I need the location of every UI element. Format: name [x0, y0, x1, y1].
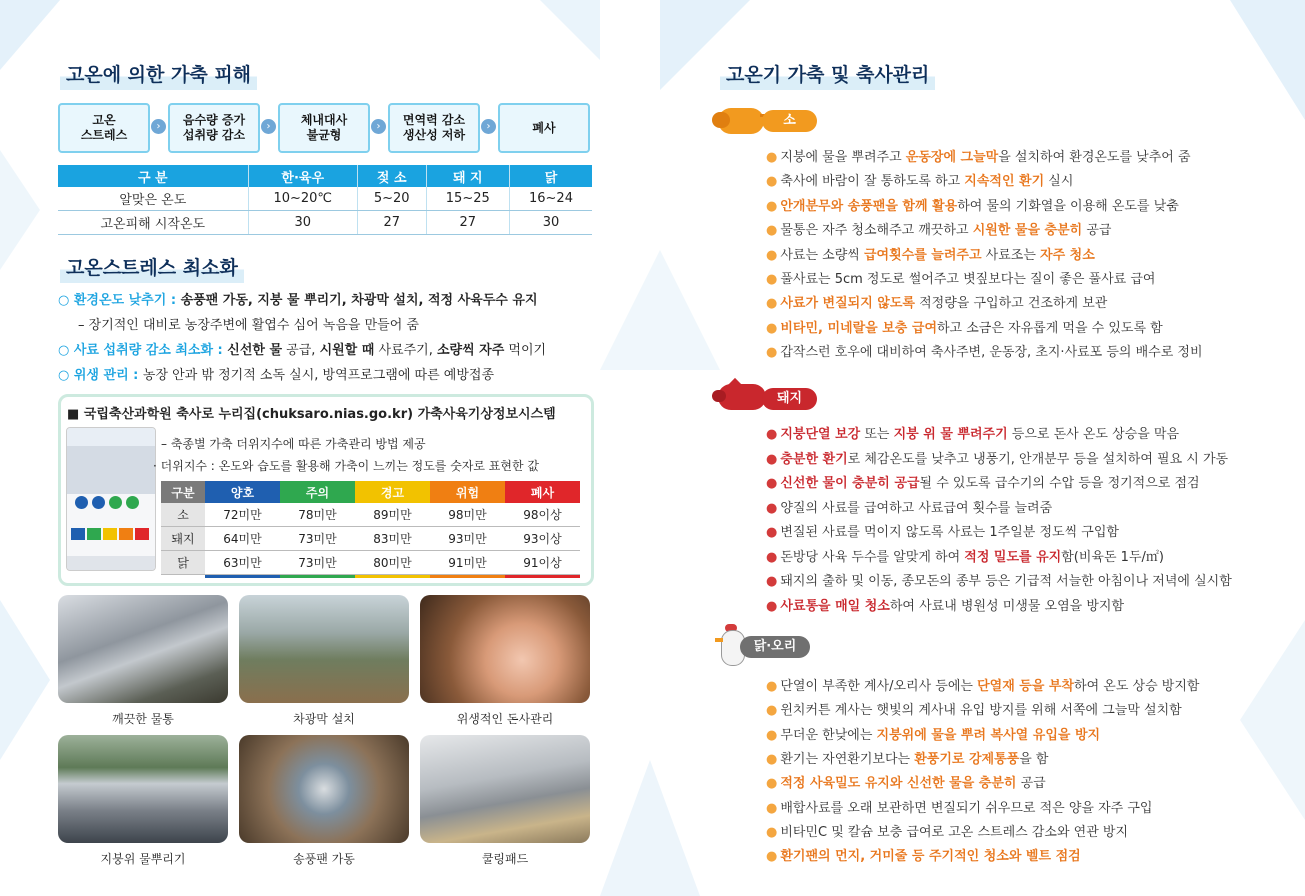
list-item	[766, 268, 1155, 287]
measure-label: ○ 환경온도 낮추기 :	[58, 293, 181, 308]
bullet-icon: ●	[766, 727, 778, 743]
chevron-right-icon: ›	[261, 119, 276, 134]
bullet-icon: ●	[766, 525, 778, 540]
item-text: 물통은 자주 청소해주고 깨끗하고	[780, 223, 973, 239]
table-cell: 98미만	[430, 503, 505, 527]
list-item	[766, 772, 1046, 791]
item-text: 하여 사료내 병원성 미생물 오염을 방지함	[889, 598, 1125, 614]
table-cell: 98이상	[505, 503, 580, 527]
table-cell: 93미만	[430, 527, 505, 551]
flow-step: 체내대사 불균형	[278, 103, 370, 153]
bullet-icon: ●	[766, 223, 778, 239]
table-header: 닭	[509, 165, 592, 187]
item-text: 을 함	[1019, 751, 1049, 767]
list-item	[766, 497, 1052, 516]
list-item	[766, 675, 1199, 694]
photo-cooling-pad	[420, 735, 590, 843]
list-item	[766, 146, 1191, 165]
list-item	[766, 724, 1100, 743]
item-text: 사료는 소량씩	[780, 247, 864, 263]
list-item	[766, 448, 1228, 467]
measure-text: 송풍팬 가동, 지붕 물 뿌리기, 차광막 설치, 적정 사육두수 유지	[180, 293, 538, 308]
item-text: 축사에 바람이 잘 통하도록 하고	[780, 174, 965, 190]
weather-info-panel	[58, 394, 594, 586]
bullet-icon: ●	[766, 320, 778, 336]
bullet-icon: ●	[766, 703, 778, 719]
table-cell: 83미만	[355, 527, 430, 551]
measure-line: – 장기적인 대비로 농장주변에 활엽수 심어 녹음을 만들어 줌	[78, 318, 419, 333]
item-text: 실시	[1044, 174, 1074, 190]
list-item	[766, 570, 1232, 589]
chevron-right-icon: ›	[371, 119, 386, 134]
table-cell: 91미만	[430, 551, 505, 575]
list-item	[766, 195, 1179, 214]
photo-shade-net	[239, 595, 409, 703]
chevron-right-icon: ›	[151, 119, 166, 134]
photo-fan	[239, 735, 409, 843]
item-text: 배합사료를 오래 보관하면 변질되기 쉬우므로 적은 양을 자주 구입	[780, 800, 1153, 816]
item-text: 하여 온도 상승 방지함	[1074, 679, 1200, 694]
list-item	[766, 292, 1107, 311]
list-item	[766, 341, 1203, 360]
measure-label: ○ 사료 섭취량 감소 최소화 :	[58, 343, 228, 358]
bullet-icon: ●	[766, 198, 778, 214]
list-item	[766, 472, 1200, 491]
list-item	[766, 821, 1128, 840]
highlight-text: 지속적인 환기	[964, 174, 1045, 190]
measure-line	[58, 339, 546, 358]
bullet-icon: ●	[766, 574, 778, 589]
item-text: 함(비육돈 1두/㎡)	[1061, 549, 1164, 565]
measure-text: 시원할 때	[319, 343, 375, 358]
table-header: 구 분	[58, 165, 248, 187]
measure-text: 신선한 물	[227, 343, 283, 358]
panel-title: ■ 국립축산과학원 축사로 누리집(chuksaro.nias.go.kr) 가축사육기상정보시스템	[67, 407, 556, 422]
table-cell: 63미만	[205, 551, 280, 575]
highlight-text: 안개분무와 송풍팬을 함께 활용	[780, 198, 958, 214]
panel-desc: – 축종별 가축 더위지수에 따른 가축관리 방법 제공	[161, 437, 426, 451]
bullet-icon: ●	[766, 500, 778, 516]
list-item	[766, 546, 1164, 565]
damage-flow	[58, 103, 592, 153]
chicken-badge: 닭·오리	[740, 636, 810, 658]
highlight-text: 환풍기로 강제통풍	[914, 751, 1020, 767]
highlight-text: 사료가 변질되지 않도록	[780, 296, 915, 312]
chevron-right-icon: ›	[481, 119, 496, 134]
highlight-text: 적정 사육밀도 유지와 신선한 물을 충분히	[780, 776, 1017, 792]
bullet-icon: ●	[766, 598, 778, 614]
severity-color-bar	[161, 575, 580, 579]
table-cell: 10~20℃	[248, 187, 357, 211]
bullet-icon: ●	[766, 174, 778, 190]
bullet-icon: ●	[766, 247, 778, 263]
highlight-text: 비타민, 미네랄을 보충 급여	[780, 320, 937, 336]
table-cell: 닭	[161, 551, 205, 575]
item-text: 등으로 돈사 온도 상승을 막음	[1007, 427, 1180, 442]
table-header: 구분	[161, 481, 205, 503]
measure-text: 농장 안과 밖 정기적 소독 실시, 방역프로그램에 따른 예방접종	[142, 368, 495, 383]
item-text: 양질의 사료를 급여하고 사료급여 횟수를 늘려줌	[780, 500, 1053, 516]
item-text: 풀사료는 5cm 정도로 썰어주고 볏짚보다는 질이 좋은 풀사료 급여	[780, 272, 1156, 287]
item-text: 공급	[1016, 776, 1046, 792]
measure-text: 소량씩 자주	[436, 343, 505, 358]
table-cell: 91이상	[505, 551, 580, 575]
list-item	[766, 170, 1073, 189]
table-cell: 16~24	[509, 187, 592, 211]
app-screenshot	[66, 427, 156, 571]
table-cell: 알맞은 온도	[58, 187, 248, 211]
measure-text: 공급,	[282, 343, 320, 358]
table-header: 경고	[355, 481, 430, 503]
item-text: 환기는 자연환기보다는	[780, 751, 915, 767]
item-text: 지붕에 물을 뿌려주고	[780, 150, 906, 165]
table-header: 젖 소	[357, 165, 426, 187]
table-header: 한·육우	[248, 165, 357, 187]
flow-step: 면역력 감소 생산성 저하	[388, 103, 480, 153]
item-text: 단열이 부족한 계사/오리사 등에는	[780, 679, 978, 694]
item-text: 하고 소금은 자유롭게 먹을 수 있도록 함	[937, 320, 1163, 336]
highlight-text: 신선한 물이 충분히 공급	[780, 476, 920, 491]
table-header: 폐사	[505, 481, 580, 503]
item-text: 돈방당 사육 두수를 알맞게 하여	[780, 549, 965, 565]
bullet-icon: ●	[766, 849, 778, 865]
item-text: 될 수 있도록 급수기의 수압 등을 정기적으로 점검	[919, 476, 1200, 491]
list-item	[766, 845, 1081, 864]
highlight-text: 환기팬의 먼지, 거미줄 등 주기적인 청소와 벨트 점검	[780, 849, 1081, 865]
item-text: 돼지의 출하 및 이동, 종모돈의 종부 등은 기급적 서늘한 아침이나 저녁에 실시함	[780, 574, 1232, 589]
flow-step: 음수량 증가 섭취량 감소	[168, 103, 260, 153]
measure-label: ○ 위생 관리 :	[58, 368, 143, 383]
table-row	[58, 187, 592, 211]
table-cell: 78미만	[280, 503, 355, 527]
bullet-icon: ●	[766, 776, 778, 792]
highlight-text: 충분한 환기	[780, 451, 848, 467]
highlight-text: 지붕단열 보강	[780, 427, 861, 442]
highlight-text: 지붕 위 물 뿌려주기	[893, 427, 1008, 442]
item-text: 갑작스런 호우에 대비하여 축사주변, 운동장, 초지·사료포 등의 배수로 정비	[780, 345, 1203, 361]
damage-section-title: 고온에 의한 가축 피해	[60, 60, 257, 90]
table-cell: 27	[357, 211, 426, 235]
bullet-icon: ●	[766, 345, 778, 361]
table-cell: 고온피해 시작온도	[58, 211, 248, 235]
photo-caption: 위생적인 돈사관리	[456, 712, 554, 726]
flow-step: 고온 스트레스	[58, 103, 150, 153]
list-item	[766, 595, 1124, 614]
table-cell: 27	[426, 211, 509, 235]
bullet-icon: ●	[766, 800, 778, 816]
table-cell: 소	[161, 503, 205, 527]
table-row	[161, 527, 580, 551]
highlight-text: 자주 청소	[1040, 247, 1095, 263]
item-text: 공급	[1082, 223, 1112, 239]
table-cell: 15~25	[426, 187, 509, 211]
bullet-icon: ●	[766, 679, 778, 694]
table-header: 위험	[430, 481, 505, 503]
bullet-icon: ●	[766, 272, 778, 287]
item-text: 변질된 사료를 먹이지 않도록 사료는 1주일분 정도씩 구입함	[780, 525, 1119, 540]
flow-step: 폐사	[498, 103, 590, 153]
highlight-text: 운동장에 그늘막	[905, 150, 999, 165]
list-item	[766, 244, 1095, 263]
item-text: 을 설치하여 환경온도를 낮추어 줌	[998, 150, 1191, 165]
photo-caption: 송풍팬 가동	[293, 852, 355, 866]
item-text: 사료조는	[981, 247, 1041, 263]
bullet-icon: ●	[766, 549, 778, 565]
bullet-icon: ●	[766, 824, 778, 840]
measure-line	[58, 364, 494, 383]
table-header: 양호	[205, 481, 280, 503]
bullet-icon: ●	[766, 751, 778, 767]
management-section-title: 고온기 가축 및 축사관리	[720, 60, 935, 90]
photo-pig-barn	[420, 595, 590, 703]
list-item	[766, 699, 1182, 718]
item-text: 윈치커튼 계사는 햇빛의 계사내 유입 방지를 위해 서쪽에 그늘막 설치함	[780, 703, 1182, 719]
highlight-text: 급여횟수를 늘려주고	[863, 247, 982, 263]
list-item	[766, 219, 1111, 238]
table-cell: 30	[509, 211, 592, 235]
item-text: 로 체감온도를 낮추고 냉풍기, 안개분무 등을 설치하여 필요 시 가동	[847, 451, 1229, 467]
photo-caption: 차광막 설치	[293, 712, 355, 726]
table-cell: 30	[248, 211, 357, 235]
table-cell: 89미만	[355, 503, 430, 527]
panel-desc: · 더위지수 : 온도와 습도를 활용해 가축이 느끼는 정도를 숫자로 표현한 값	[153, 459, 539, 473]
measure-text: 사료주기,	[374, 343, 437, 358]
pig-badge: 돼지	[762, 388, 817, 410]
list-item	[766, 317, 1163, 336]
highlight-text: 사료통을 매일 청소	[780, 598, 890, 614]
heat-index-table	[161, 481, 580, 578]
table-row	[161, 503, 580, 527]
bullet-icon: ●	[766, 427, 778, 442]
highlight-text: 시원한 물을 충분히	[972, 223, 1083, 239]
item-text: 또는	[860, 427, 894, 442]
measure-text: 먹이기	[504, 343, 547, 358]
table-cell: 64미만	[205, 527, 280, 551]
photo-caption: 깨끗한 물통	[112, 712, 174, 726]
photo-water-trough	[58, 595, 228, 703]
table-header: 주의	[280, 481, 355, 503]
table-cell: 73미만	[280, 551, 355, 575]
item-text: 적정량을 구입하고 건조하게 보관	[914, 296, 1108, 312]
table-row	[161, 551, 580, 575]
list-item	[766, 521, 1119, 540]
highlight-text: 적정 밀도를 유지	[964, 549, 1062, 565]
bullet-icon: ●	[766, 150, 778, 165]
list-item	[766, 748, 1048, 767]
bullet-icon: ●	[766, 451, 778, 467]
cow-badge: 소	[762, 110, 817, 132]
table-cell: 72미만	[205, 503, 280, 527]
item-text: 비타민C 및 칼슘 보충 급여로 고온 스트레스 감소와 연관 방지	[780, 824, 1129, 840]
table-cell: 93이상	[505, 527, 580, 551]
item-text: 무더운 한낮에는	[780, 727, 877, 743]
table-cell: 5~20	[357, 187, 426, 211]
highlight-text: 단열재 등을 부착	[977, 679, 1075, 694]
photo-caption: 지붕위 물뿌리기	[100, 852, 186, 866]
table-cell: 돼지	[161, 527, 205, 551]
list-item	[766, 423, 1179, 442]
highlight-text: 지붕위에 물을 뿌려 복사열 유입을 방지	[876, 727, 1101, 743]
item-text: 하여 물의 기화열을 이용해 온도를 낮춤	[957, 198, 1179, 214]
minimize-section-title: 고온스트레스 최소화	[60, 253, 244, 283]
measure-line	[58, 289, 538, 308]
bullet-icon: ●	[766, 296, 778, 312]
table-header: 돼 지	[426, 165, 509, 187]
temperature-table	[58, 165, 592, 235]
photo-roof-sprinkler	[58, 735, 228, 843]
table-row	[58, 211, 592, 235]
table-cell: 80미만	[355, 551, 430, 575]
photo-caption: 쿨링패드	[481, 852, 529, 866]
table-cell: 73미만	[280, 527, 355, 551]
list-item	[766, 797, 1152, 816]
bullet-icon: ●	[766, 476, 778, 491]
